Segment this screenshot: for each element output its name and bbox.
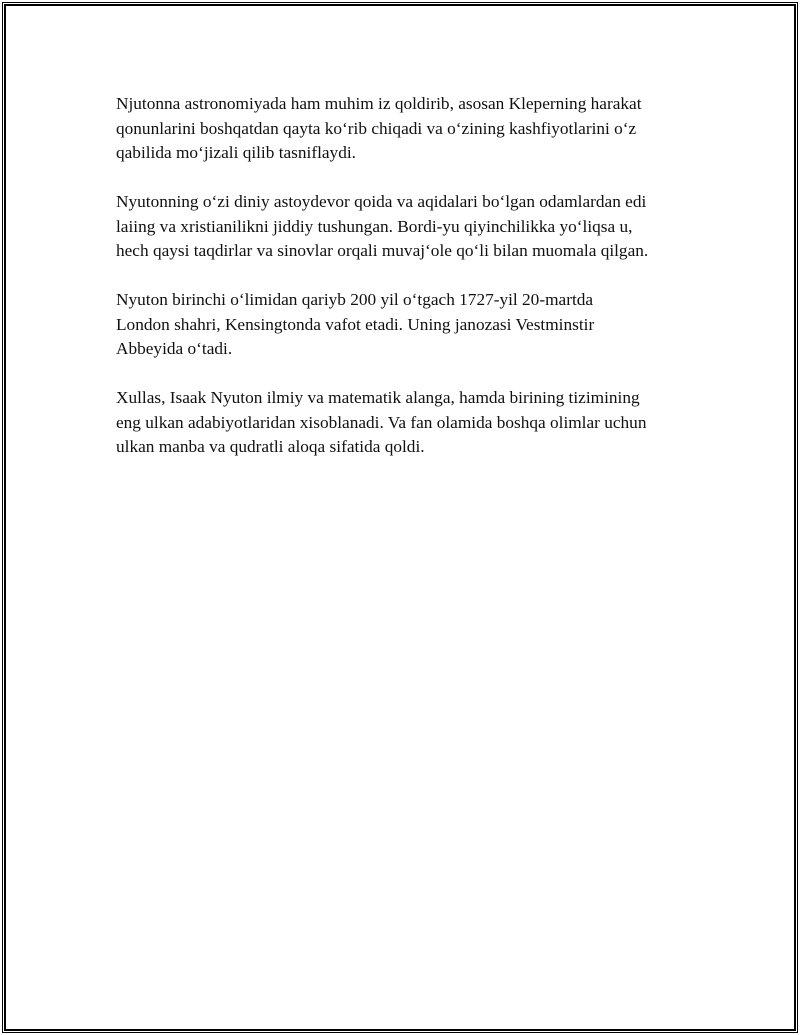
paragraph-astronomy: Njutonna astronomiyada ham muhim iz qoldirib, asosan Kleperning harakat qonunlarini boshqatdan qayta ko‘rib chiqadi va o‘zining kashfiyotlarini o‘z qabilida mo‘jizali qilib tasniflaydi. xyxy=(116,94,642,162)
paragraph-religion: Nyutonning o‘zi diniy astoydevor qoida va aqidalari bo‘lgan odamlardan edi laiing va xristianilikni jiddiy tushungan. Bordi-yu qiyinchilikka yo‘liqsa u, hech qaysi taqdirlar va sinovlar orqali muvaj‘ole qo‘li bilan muomala qilgan. xyxy=(116,192,649,260)
paragraph-conclusion: Xullas, Isaak Nyuton ilmiy va matematik alanga, hamda birining tizimining eng ulkan adabiyotlaridan xisoblanadi. Va fan olamida boshqa olimlar uchun ulkan manba va qudratli aloqa sifatida qoldi. xyxy=(116,388,647,456)
paragraph-death: Nyuton birinchi o‘limidan qariyb 200 yil o‘tgach 1727-yil 20-martda London shahri, Kensingtonda vafot etadi. Uning janozasi Vestminstir Abbeyida o‘tadi. xyxy=(116,290,595,358)
document-body xyxy=(116,92,696,484)
